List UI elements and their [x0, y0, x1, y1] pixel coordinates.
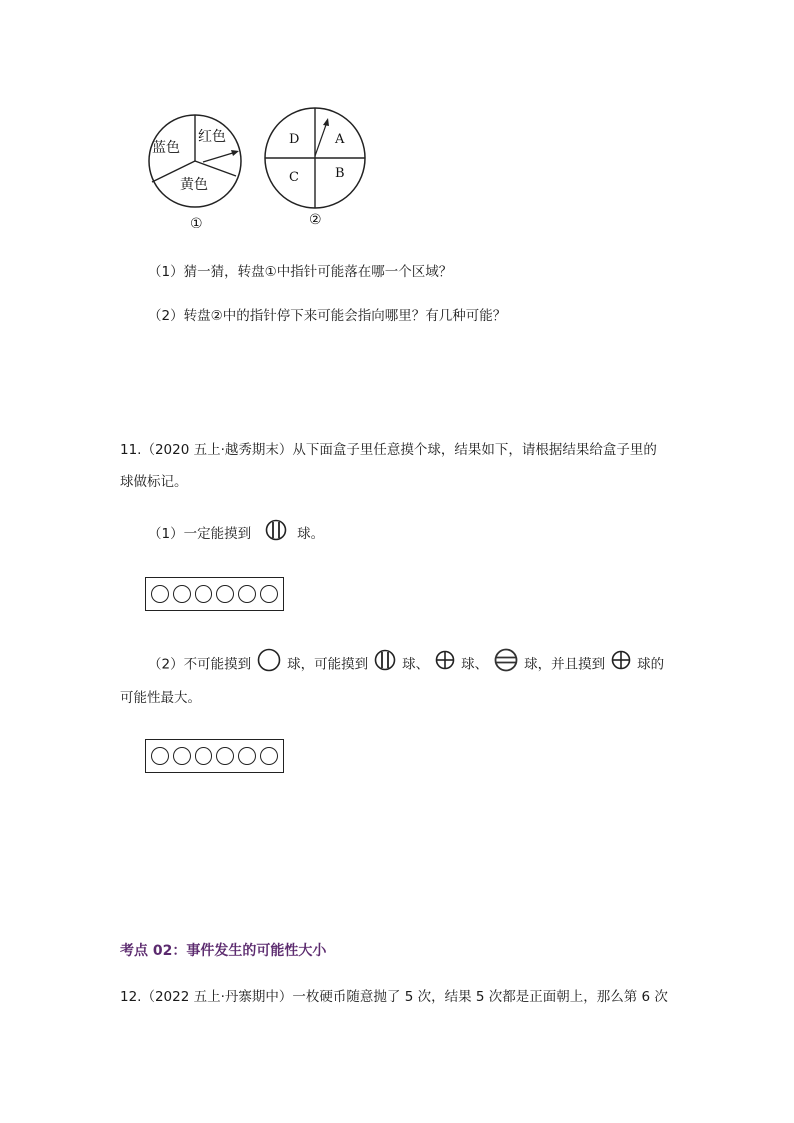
q11-sub1-prefix: （1）一定能摸到: [148, 526, 252, 542]
q11-sub2-part-e: 球，并且摸到: [524, 656, 606, 673]
spinner-2-region-c: C: [289, 170, 299, 185]
q11-sub1: [148, 519, 324, 543]
q11-line1: 11.（2020 五上·越秀期末）从下面盒子里任意摸个球，结果如下，请根据结果给盒子里的: [120, 442, 657, 458]
ball-box-1: [145, 577, 284, 611]
spinner-2-pointer: [315, 122, 327, 156]
horizontal-striped-ball-icon: [494, 648, 518, 681]
spinner-2-region-d: D: [289, 132, 300, 147]
q12-line1: 12.（2022 五上·丹寨期中）一枚硬币随意抛了 5 次，结果 5 次都是正面朝上，那么第 6 次: [120, 989, 668, 1005]
q11-sub2-part-a: （2）不可能摸到: [148, 656, 252, 673]
section-heading: 考点 02：事件发生的可能性大小: [120, 943, 327, 959]
spinner-1-caption: ①: [190, 216, 203, 228]
spinner-1-pointer: [203, 152, 236, 162]
ball-box-2: [145, 739, 284, 773]
ball-slot[interactable]: [216, 747, 234, 765]
q11-sub1-suffix: 球。: [297, 526, 325, 542]
spinner-1-region-red: 红色: [198, 129, 226, 145]
ball-slot[interactable]: [260, 585, 278, 603]
q10-sub2: （2）转盘②中的指针停下来可能会指向哪里？有几种可能？: [148, 308, 507, 324]
spinner-2: [258, 104, 374, 228]
q11-sub2: [148, 648, 664, 674]
q11-line2: 球做标记。: [120, 474, 188, 490]
q11-sub2-part-d: 球、: [461, 656, 489, 673]
ball-slot[interactable]: [238, 585, 256, 603]
q11-sub2-part-f: 球的: [637, 656, 665, 673]
q11-sub2-line2: 可能性最大。: [120, 690, 201, 706]
ball-slot[interactable]: [151, 747, 169, 765]
ball-slot[interactable]: [260, 747, 278, 765]
vertical-striped-ball-icon: [265, 519, 287, 549]
spinner-2-region-a: A: [335, 132, 345, 147]
spinner-2-region-b: B: [335, 166, 345, 181]
spinner-1-region-yellow: 黄色: [180, 177, 208, 193]
ball-slot[interactable]: [151, 585, 169, 603]
q11-sub2-part-b: 球，可能摸到: [287, 656, 369, 673]
ball-slot[interactable]: [173, 747, 191, 765]
spinner-1: [140, 104, 252, 228]
cross-ball-icon: [435, 650, 455, 679]
ball-slot[interactable]: [195, 585, 213, 603]
ball-slot[interactable]: [195, 747, 213, 765]
plain-ball-icon: [257, 648, 281, 681]
q11-sub2-part-c: 球、: [402, 656, 430, 673]
q10-sub1: （1）猜一猜，转盘①中指针可能落在哪一个区域？: [148, 264, 453, 280]
cross-ball-icon: [611, 650, 631, 679]
ball-slot[interactable]: [238, 747, 256, 765]
spinner-2-caption: ②: [309, 212, 322, 228]
ball-slot[interactable]: [216, 585, 234, 603]
ball-slot[interactable]: [173, 585, 191, 603]
spinner-1-region-blue: 蓝色: [152, 140, 180, 156]
vertical-striped-ball-icon: [374, 649, 396, 680]
